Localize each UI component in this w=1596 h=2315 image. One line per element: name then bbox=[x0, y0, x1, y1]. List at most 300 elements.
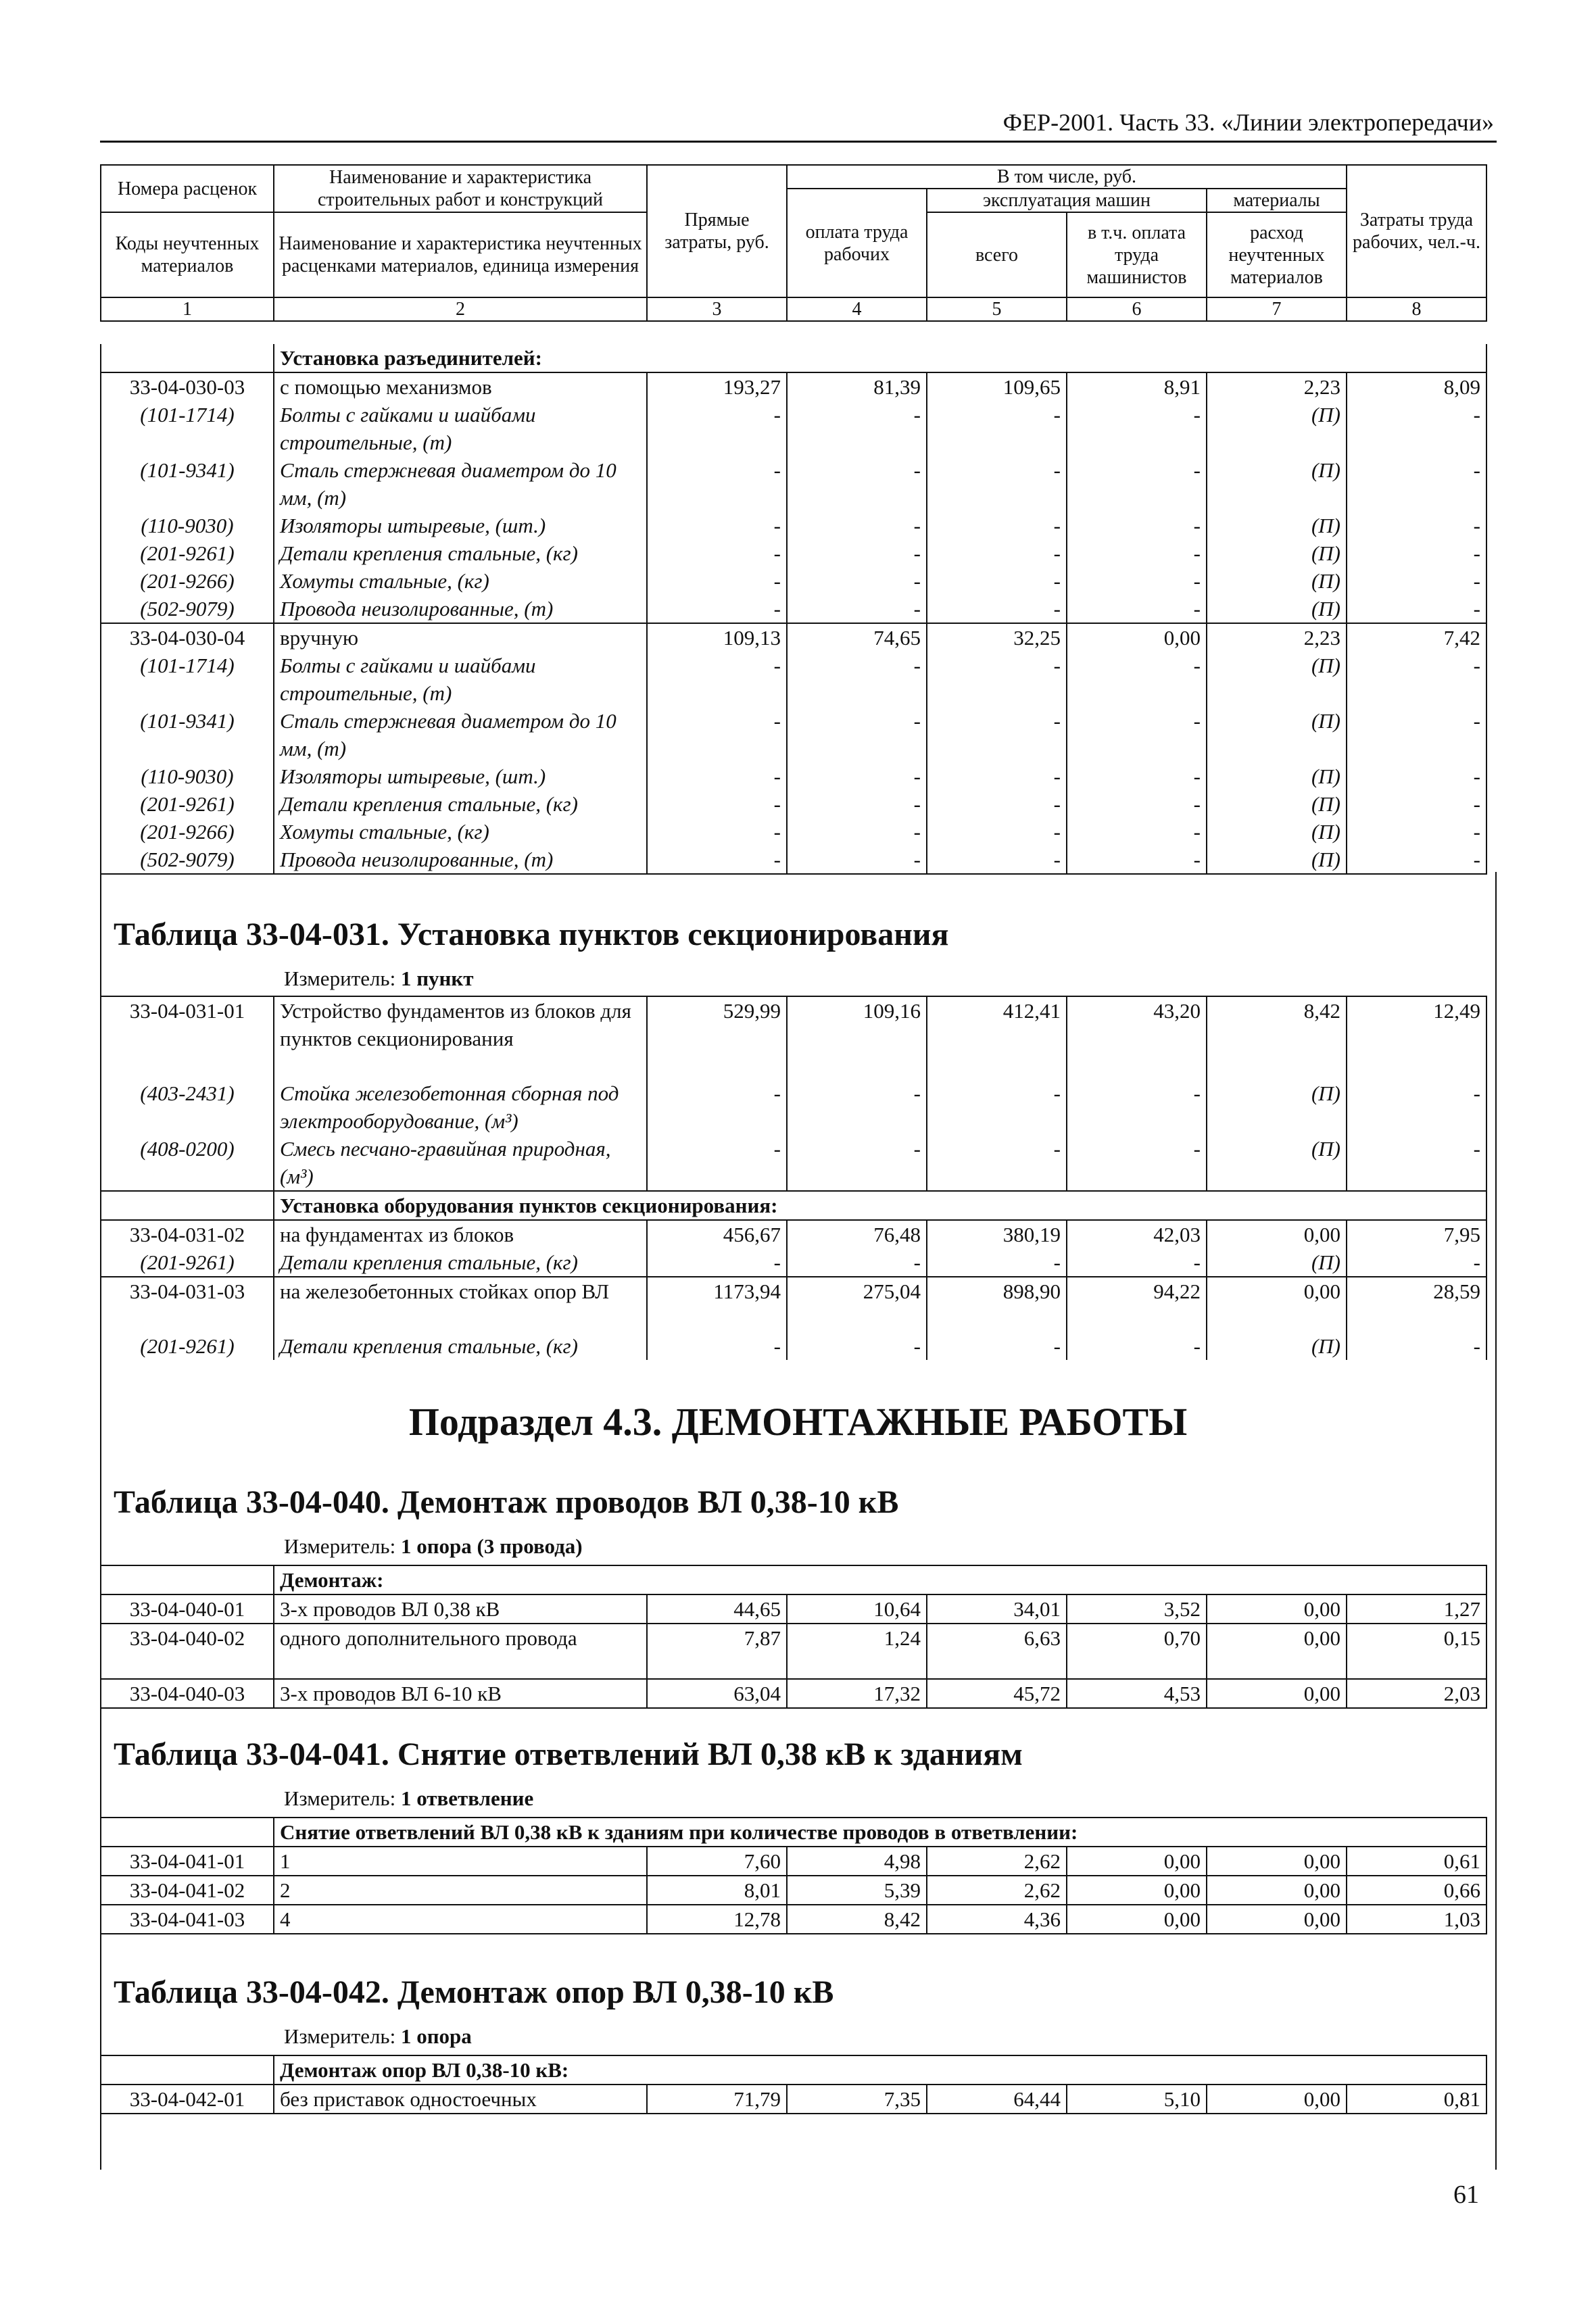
material-row bbox=[101, 456, 1486, 512]
machines-total: 380,19 bbox=[927, 1220, 1067, 1248]
machinists-pay: 42,03 bbox=[1067, 1220, 1207, 1248]
header-col1-top: Номера расценок bbox=[101, 165, 274, 212]
dash: - bbox=[647, 539, 787, 567]
dash: - bbox=[927, 1248, 1067, 1277]
dash: - bbox=[927, 595, 1067, 623]
dash: - bbox=[787, 707, 927, 762]
labor-hours: 1,03 bbox=[1347, 1905, 1486, 1934]
material-row bbox=[101, 762, 1486, 790]
machines-total: 2,62 bbox=[927, 1876, 1067, 1905]
labor-pay: 4,98 bbox=[787, 1847, 927, 1876]
rate-code: 33-04-041-02 bbox=[101, 1876, 274, 1905]
material-name: Болты с гайками и шайбами строительные, (т) bbox=[274, 652, 647, 707]
labor-hours: 7,95 bbox=[1347, 1220, 1486, 1248]
labor-pay: 275,04 bbox=[787, 1277, 927, 1332]
labor-pay: 109,16 bbox=[787, 996, 927, 1079]
material-name: Смесь песчано-гравийная природная, (м³) bbox=[274, 1135, 647, 1191]
material-row bbox=[101, 512, 1486, 539]
header-col2-bottom: Наименование и характеристика неучтенных расценками материалов, единица измерения bbox=[274, 212, 647, 297]
dash: - bbox=[1347, 567, 1486, 595]
material-name: Детали крепления стальные, (кг) bbox=[274, 539, 647, 567]
running-head: ФЕР-2001. Часть 33. «Линии электропередачи» bbox=[1002, 109, 1494, 136]
header-num: 3 bbox=[647, 297, 787, 321]
material-code: (201-9266) bbox=[101, 567, 274, 595]
dash: - bbox=[1067, 1079, 1207, 1135]
dash: - bbox=[1067, 512, 1207, 539]
dash: - bbox=[1347, 707, 1486, 762]
dash: - bbox=[787, 1332, 927, 1360]
material-row bbox=[101, 1248, 1486, 1277]
work-name: на железобетонных стойках опор ВЛ bbox=[274, 1277, 647, 1332]
p-mark: (П) bbox=[1207, 846, 1347, 874]
dash: - bbox=[1347, 456, 1486, 512]
direct-costs: 71,79 bbox=[647, 2085, 787, 2114]
dash: - bbox=[1347, 401, 1486, 456]
work-name: без приставок одностоечных bbox=[274, 2085, 647, 2114]
subheading-row bbox=[101, 2055, 1486, 2085]
dash: - bbox=[1067, 1332, 1207, 1360]
direct-costs: 44,65 bbox=[647, 1594, 787, 1624]
dash: - bbox=[1347, 539, 1486, 567]
dash: - bbox=[787, 790, 927, 818]
dash: - bbox=[647, 707, 787, 762]
materials: 0,00 bbox=[1207, 2085, 1347, 2114]
p-mark: (П) bbox=[1207, 1248, 1347, 1277]
machines-total: 898,90 bbox=[927, 1277, 1067, 1332]
dash: - bbox=[1067, 846, 1207, 874]
labor-hours: 7,42 bbox=[1347, 623, 1486, 652]
table-041-title: Таблица 33-04-041. Снятие ответвлений ВЛ 0,38 кВ к зданиям bbox=[114, 1736, 1023, 1772]
rate-code: 33-04-031-01 bbox=[101, 996, 274, 1079]
table-row bbox=[101, 1277, 1486, 1332]
material-row bbox=[101, 790, 1486, 818]
p-mark: (П) bbox=[1207, 707, 1347, 762]
direct-costs: 109,13 bbox=[647, 623, 787, 652]
rate-code: 33-04-031-03 bbox=[101, 1277, 274, 1332]
labor-hours: 1,27 bbox=[1347, 1594, 1486, 1624]
material-name: Детали крепления стальные, (кг) bbox=[274, 790, 647, 818]
dash: - bbox=[647, 762, 787, 790]
material-code: (502-9079) bbox=[101, 595, 274, 623]
dash: - bbox=[787, 595, 927, 623]
machinists-pay: 3,52 bbox=[1067, 1594, 1207, 1624]
machines-total: 6,63 bbox=[927, 1624, 1067, 1679]
p-mark: (П) bbox=[1207, 401, 1347, 456]
header-num: 6 bbox=[1067, 297, 1207, 321]
material-code: (502-9079) bbox=[101, 846, 274, 874]
material-row bbox=[101, 652, 1486, 707]
subheading: Демонтаж опор ВЛ 0,38-10 кВ: bbox=[274, 2055, 1486, 2085]
direct-costs: 63,04 bbox=[647, 1679, 787, 1708]
table-row bbox=[101, 1905, 1486, 1934]
material-code: (201-9261) bbox=[101, 1248, 274, 1277]
subsection-title: Подраздел 4.3. ДЕМОНТАЖНЫЕ РАБОТЫ bbox=[408, 1400, 1188, 1444]
dash: - bbox=[787, 567, 927, 595]
page-number: 61 bbox=[1453, 2180, 1479, 2209]
header-col3: Прямые затраты, руб. bbox=[647, 165, 787, 297]
dash: - bbox=[1067, 818, 1207, 846]
materials: 0,00 bbox=[1207, 1876, 1347, 1905]
material-name: Детали крепления стальные, (кг) bbox=[274, 1332, 647, 1360]
dash: - bbox=[927, 818, 1067, 846]
machines-total: 2,62 bbox=[927, 1847, 1067, 1876]
direct-costs: 12,78 bbox=[647, 1905, 787, 1934]
materials: 0,00 bbox=[1207, 1277, 1347, 1332]
measure-label: Измеритель: bbox=[284, 1534, 396, 1558]
dash: - bbox=[927, 512, 1067, 539]
dash: - bbox=[787, 401, 927, 456]
work-name: с помощью механизмов bbox=[274, 372, 647, 401]
dash: - bbox=[787, 1079, 927, 1135]
machinists-pay: 94,22 bbox=[1067, 1277, 1207, 1332]
machinists-pay: 43,20 bbox=[1067, 996, 1207, 1079]
machinists-pay: 0,00 bbox=[1067, 1876, 1207, 1905]
table-031-measure bbox=[284, 967, 474, 991]
dash: - bbox=[927, 1332, 1067, 1360]
header-num: 5 bbox=[927, 297, 1067, 321]
frame-left-line bbox=[100, 872, 101, 2170]
dash: - bbox=[1067, 456, 1207, 512]
material-row bbox=[101, 1332, 1486, 1360]
material-code: (110-9030) bbox=[101, 512, 274, 539]
dash: - bbox=[787, 1135, 927, 1191]
material-row bbox=[101, 539, 1486, 567]
dash: - bbox=[647, 652, 787, 707]
column-header bbox=[100, 164, 1487, 322]
dash: - bbox=[927, 1079, 1067, 1135]
labor-hours: 0,61 bbox=[1347, 1847, 1486, 1876]
labor-pay: 7,35 bbox=[787, 2085, 927, 2114]
materials: 2,23 bbox=[1207, 623, 1347, 652]
p-mark: (П) bbox=[1207, 818, 1347, 846]
material-name: Болты с гайками и шайбами строительные, (т) bbox=[274, 401, 647, 456]
labor-hours: 12,49 bbox=[1347, 996, 1486, 1079]
material-row bbox=[101, 1079, 1486, 1135]
direct-costs: 193,27 bbox=[647, 372, 787, 401]
labor-hours: 0,66 bbox=[1347, 1876, 1486, 1905]
work-name: 3-х проводов ВЛ 0,38 кВ bbox=[274, 1594, 647, 1624]
materials: 0,00 bbox=[1207, 1847, 1347, 1876]
direct-costs: 8,01 bbox=[647, 1876, 787, 1905]
material-row bbox=[101, 567, 1486, 595]
dash: - bbox=[787, 818, 927, 846]
material-name: Детали крепления стальные, (кг) bbox=[274, 1248, 647, 1277]
table-row bbox=[101, 1876, 1486, 1905]
measure-label: Измеритель: bbox=[284, 967, 396, 990]
material-name: Сталь стержневая диаметром до 10 мм, (т) bbox=[274, 456, 647, 512]
work-name: 3-х проводов ВЛ 6-10 кВ bbox=[274, 1679, 647, 1708]
dash: - bbox=[927, 762, 1067, 790]
labor-pay: 8,42 bbox=[787, 1905, 927, 1934]
table-row bbox=[101, 1624, 1486, 1679]
subheading-row bbox=[101, 1191, 1486, 1220]
machinists-pay: 8,91 bbox=[1067, 372, 1207, 401]
machines-total: 34,01 bbox=[927, 1594, 1067, 1624]
dash: - bbox=[1067, 707, 1207, 762]
material-code: (201-9266) bbox=[101, 818, 274, 846]
dash: - bbox=[1067, 539, 1207, 567]
table-042-measure bbox=[284, 2024, 472, 2049]
dash: - bbox=[787, 652, 927, 707]
dash: - bbox=[1067, 1248, 1207, 1277]
material-code: (101-1714) bbox=[101, 401, 274, 456]
measure-value: 1 пункт bbox=[400, 967, 474, 990]
dash: - bbox=[1347, 512, 1486, 539]
machinists-pay: 0,00 bbox=[1067, 1847, 1207, 1876]
header-col6: в т.ч. оплата труда машинистов bbox=[1067, 212, 1207, 297]
subheading: Установка разъединителей: bbox=[274, 344, 1486, 372]
dash: - bbox=[1347, 818, 1486, 846]
machinists-pay: 0,00 bbox=[1067, 623, 1207, 652]
dash: - bbox=[787, 1248, 927, 1277]
dash: - bbox=[787, 846, 927, 874]
material-code: (201-9261) bbox=[101, 539, 274, 567]
dash: - bbox=[927, 1135, 1067, 1191]
header-num: 4 bbox=[787, 297, 927, 321]
dash: - bbox=[1347, 846, 1486, 874]
material-row bbox=[101, 595, 1486, 623]
materials: 0,00 bbox=[1207, 1220, 1347, 1248]
p-mark: (П) bbox=[1207, 512, 1347, 539]
table-row bbox=[101, 1220, 1486, 1248]
header-num: 7 bbox=[1207, 297, 1347, 321]
table-row bbox=[101, 2085, 1486, 2114]
dash: - bbox=[647, 1135, 787, 1191]
material-code: (110-9030) bbox=[101, 762, 274, 790]
dash: - bbox=[927, 846, 1067, 874]
dash: - bbox=[647, 1332, 787, 1360]
table-row bbox=[101, 1594, 1486, 1624]
header-num: 2 bbox=[274, 297, 647, 321]
material-name: Изоляторы штыревые, (шт.) bbox=[274, 512, 647, 539]
labor-pay: 10,64 bbox=[787, 1594, 927, 1624]
dash: - bbox=[647, 595, 787, 623]
dash: - bbox=[787, 539, 927, 567]
measure-value: 1 опора bbox=[400, 2024, 472, 2048]
rate-code: 33-04-042-01 bbox=[101, 2085, 274, 2114]
rate-code: 33-04-041-03 bbox=[101, 1905, 274, 1934]
machinists-pay: 4,53 bbox=[1067, 1679, 1207, 1708]
material-code: (403-2431) bbox=[101, 1079, 274, 1135]
direct-costs: 456,67 bbox=[647, 1220, 787, 1248]
p-mark: (П) bbox=[1207, 652, 1347, 707]
labor-hours: 0,15 bbox=[1347, 1624, 1486, 1679]
machines-total: 412,41 bbox=[927, 996, 1067, 1079]
header-col2-top: Наименование и характеристика строительных работ и конструкций bbox=[274, 165, 647, 212]
work-name: Устройство фундаментов из блоков для пунктов секционирования bbox=[274, 996, 647, 1079]
dash: - bbox=[647, 1248, 787, 1277]
dash: - bbox=[647, 846, 787, 874]
material-name: Хомуты стальные, (кг) bbox=[274, 567, 647, 595]
dash: - bbox=[647, 567, 787, 595]
table-042-title: Таблица 33-04-042. Демонтаж опор ВЛ 0,38-10 кВ bbox=[114, 1974, 834, 2010]
header-col5: всего bbox=[927, 212, 1067, 297]
dash: - bbox=[1347, 1135, 1486, 1191]
labor-pay: 17,32 bbox=[787, 1679, 927, 1708]
machines-total: 64,44 bbox=[927, 2085, 1067, 2114]
dash: - bbox=[1347, 652, 1486, 707]
material-code: (201-9261) bbox=[101, 1332, 274, 1360]
table-031-title: Таблица 33-04-031. Установка пунктов секционирования bbox=[114, 917, 949, 952]
header-col1-bottom: Коды неучтенных материалов bbox=[101, 212, 274, 297]
machinists-pay: 0,70 bbox=[1067, 1624, 1207, 1679]
labor-pay: 76,48 bbox=[787, 1220, 927, 1248]
rate-code: 33-04-030-03 bbox=[101, 372, 274, 401]
work-name: 4 bbox=[274, 1905, 647, 1934]
dash: - bbox=[1347, 1332, 1486, 1360]
p-mark: (П) bbox=[1207, 595, 1347, 623]
labor-hours: 28,59 bbox=[1347, 1277, 1486, 1332]
material-code: (101-1714) bbox=[101, 652, 274, 707]
dash: - bbox=[927, 652, 1067, 707]
materials: 0,00 bbox=[1207, 1624, 1347, 1679]
table-041-measure bbox=[284, 1786, 533, 1811]
dash: - bbox=[647, 790, 787, 818]
header-col4: оплата труда рабочих bbox=[787, 189, 927, 297]
p-mark: (П) bbox=[1207, 456, 1347, 512]
header-rule bbox=[100, 141, 1497, 143]
subheading-row bbox=[101, 1818, 1486, 1847]
rate-code: 33-04-030-04 bbox=[101, 623, 274, 652]
machinists-pay: 5,10 bbox=[1067, 2085, 1207, 2114]
subheading: Установка оборудования пунктов секционирования: bbox=[274, 1191, 1486, 1220]
subheading: Демонтаж: bbox=[274, 1565, 1486, 1594]
dash: - bbox=[1067, 401, 1207, 456]
machines-total: 32,25 bbox=[927, 623, 1067, 652]
dash: - bbox=[1347, 790, 1486, 818]
table-041-body bbox=[100, 1817, 1487, 1934]
labor-hours: 2,03 bbox=[1347, 1679, 1486, 1708]
table-031-body bbox=[100, 996, 1487, 1360]
table-row bbox=[101, 1679, 1486, 1708]
table-040-title: Таблица 33-04-040. Демонтаж проводов ВЛ 0,38-10 кВ bbox=[114, 1484, 899, 1520]
rate-code: 33-04-040-02 bbox=[101, 1624, 274, 1679]
rate-code: 33-04-031-02 bbox=[101, 1220, 274, 1248]
material-name: Изоляторы штыревые, (шт.) bbox=[274, 762, 647, 790]
machinists-pay: 0,00 bbox=[1067, 1905, 1207, 1934]
table-row bbox=[101, 996, 1486, 1079]
material-name: Провода неизолированные, (т) bbox=[274, 595, 647, 623]
header-col8: Затраты труда рабочих, чел.-ч. bbox=[1347, 165, 1486, 297]
header-num: 1 bbox=[101, 297, 274, 321]
machines-total: 4,36 bbox=[927, 1905, 1067, 1934]
dash: - bbox=[787, 762, 927, 790]
dash: - bbox=[1067, 762, 1207, 790]
dash: - bbox=[1347, 762, 1486, 790]
dash: - bbox=[927, 790, 1067, 818]
labor-pay: 5,39 bbox=[787, 1876, 927, 1905]
work-name: вручную bbox=[274, 623, 647, 652]
material-row bbox=[101, 818, 1486, 846]
materials: 8,42 bbox=[1207, 996, 1347, 1079]
dash: - bbox=[1347, 1079, 1486, 1135]
direct-costs: 1173,94 bbox=[647, 1277, 787, 1332]
p-mark: (П) bbox=[1207, 762, 1347, 790]
dash: - bbox=[1067, 595, 1207, 623]
materials: 2,23 bbox=[1207, 372, 1347, 401]
dash: - bbox=[927, 401, 1067, 456]
dash: - bbox=[927, 456, 1067, 512]
dash: - bbox=[927, 567, 1067, 595]
material-name: Провода неизолированные, (т) bbox=[274, 846, 647, 874]
p-mark: (П) bbox=[1207, 1332, 1347, 1360]
dash: - bbox=[1347, 1248, 1486, 1277]
p-mark: (П) bbox=[1207, 1079, 1347, 1135]
labor-pay: 81,39 bbox=[787, 372, 927, 401]
table-030-body bbox=[100, 344, 1487, 875]
table-row bbox=[101, 1847, 1486, 1876]
material-code: (201-9261) bbox=[101, 790, 274, 818]
dash: - bbox=[647, 456, 787, 512]
material-row bbox=[101, 707, 1486, 762]
material-name: Сталь стержневая диаметром до 10 мм, (т) bbox=[274, 707, 647, 762]
materials: 0,00 bbox=[1207, 1905, 1347, 1934]
materials: 0,00 bbox=[1207, 1679, 1347, 1708]
material-row bbox=[101, 401, 1486, 456]
material-code: (101-9341) bbox=[101, 456, 274, 512]
measure-value: 1 опора (3 провода) bbox=[400, 1534, 583, 1558]
material-code: (101-9341) bbox=[101, 707, 274, 762]
work-name: 1 bbox=[274, 1847, 647, 1876]
direct-costs: 7,60 bbox=[647, 1847, 787, 1876]
materials: 0,00 bbox=[1207, 1594, 1347, 1624]
measure-label: Измеритель: bbox=[284, 2024, 396, 2048]
machines-total: 45,72 bbox=[927, 1679, 1067, 1708]
dash: - bbox=[1067, 567, 1207, 595]
p-mark: (П) bbox=[1207, 539, 1347, 567]
dash: - bbox=[1067, 1135, 1207, 1191]
dash: - bbox=[927, 539, 1067, 567]
rate-code: 33-04-040-01 bbox=[101, 1594, 274, 1624]
material-row bbox=[101, 846, 1486, 874]
material-code: (408-0200) bbox=[101, 1135, 274, 1191]
table-040-measure bbox=[284, 1534, 583, 1559]
work-name: 2 bbox=[274, 1876, 647, 1905]
table-row bbox=[101, 623, 1486, 652]
labor-hours: 8,09 bbox=[1347, 372, 1486, 401]
measure-label: Измеритель: bbox=[284, 1786, 396, 1810]
dash: - bbox=[647, 401, 787, 456]
labor-hours: 0,81 bbox=[1347, 2085, 1486, 2114]
labor-pay: 74,65 bbox=[787, 623, 927, 652]
frame-right-line bbox=[1495, 872, 1497, 2170]
dash: - bbox=[787, 456, 927, 512]
dash: - bbox=[1347, 595, 1486, 623]
material-row bbox=[101, 1135, 1486, 1191]
material-name: Хомуты стальные, (кг) bbox=[274, 818, 647, 846]
subheading: Снятие ответвлений ВЛ 0,38 кВ к зданиям при количестве проводов в ответвлении: bbox=[274, 1818, 1486, 1847]
dash: - bbox=[647, 512, 787, 539]
subheading-row bbox=[101, 344, 1486, 372]
labor-pay: 1,24 bbox=[787, 1624, 927, 1679]
header-col7: расход неучтенных материалов bbox=[1207, 212, 1347, 297]
material-name: Стойка железобетонная сборная под электрооборудование, (м³) bbox=[274, 1079, 647, 1135]
header-group-incl: В том числе, руб. bbox=[787, 165, 1347, 189]
table-040-body bbox=[100, 1565, 1487, 1709]
table-042-body bbox=[100, 2055, 1487, 2114]
dash: - bbox=[647, 1079, 787, 1135]
p-mark: (П) bbox=[1207, 1135, 1347, 1191]
rate-code: 33-04-041-01 bbox=[101, 1847, 274, 1876]
subheading-row bbox=[101, 1565, 1486, 1594]
header-group-materials: материалы bbox=[1207, 189, 1347, 212]
dash: - bbox=[1067, 652, 1207, 707]
work-name: одного дополнительного провода bbox=[274, 1624, 647, 1679]
p-mark: (П) bbox=[1207, 790, 1347, 818]
measure-value: 1 ответвление bbox=[400, 1786, 534, 1810]
direct-costs: 7,87 bbox=[647, 1624, 787, 1679]
p-mark: (П) bbox=[1207, 567, 1347, 595]
